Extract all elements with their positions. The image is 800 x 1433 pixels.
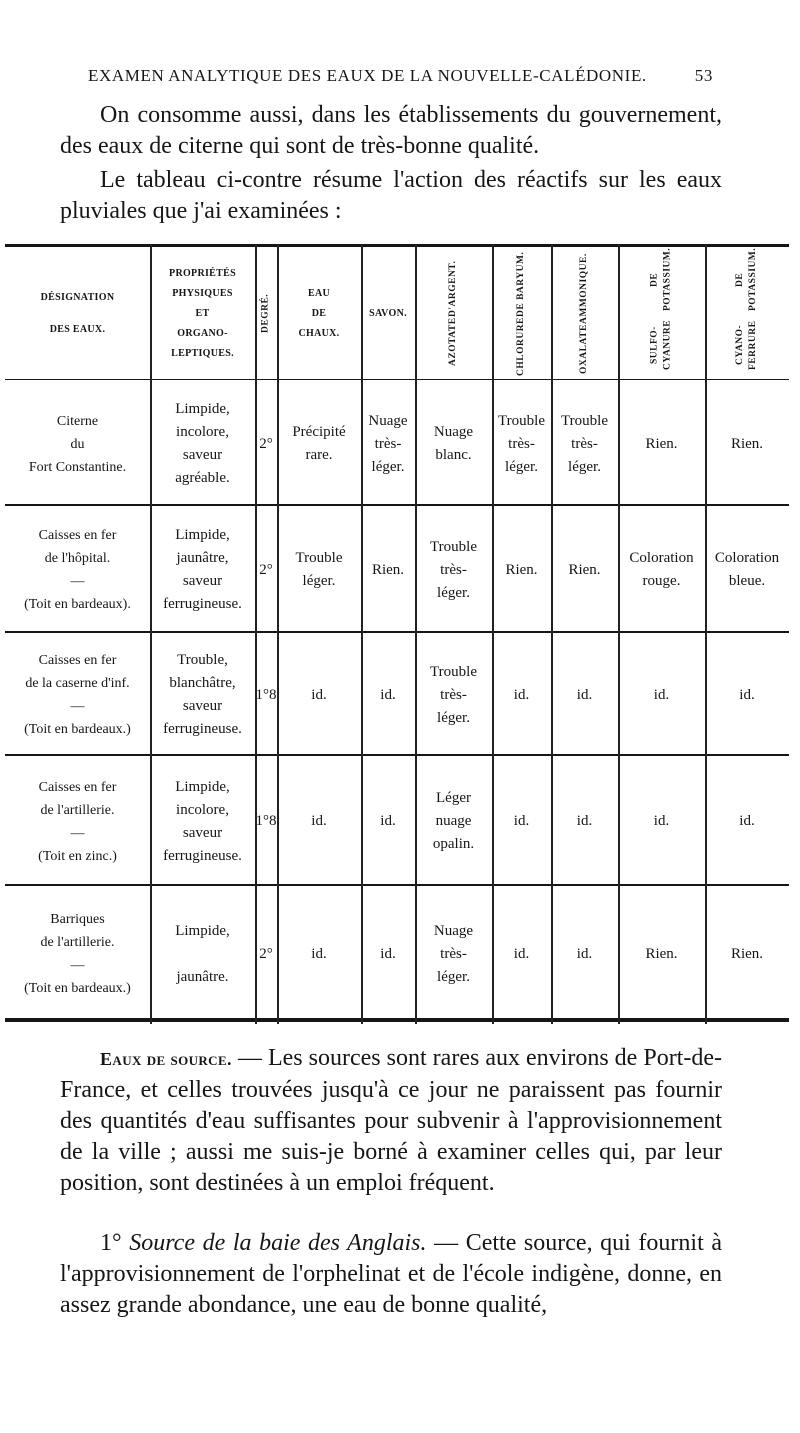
cell-proprietes — [150, 509, 255, 631]
cell-degre-line: 1°8 — [255, 686, 277, 703]
source-baie-text: — Cette source, qui fournit à l'approvisionnement de l'orphelinat et de l'école indigène, donne, en assez grande abondance, une eau de bonne qualité, — [60, 1230, 723, 1318]
table-rule — [5, 884, 789, 886]
cell-chlorure-line: léger. — [505, 458, 538, 475]
header-proprietes-line: ET — [195, 307, 210, 319]
cell-oxalate-line: Trouble — [561, 412, 608, 429]
header-proprietes — [150, 248, 255, 379]
running-header — [88, 66, 713, 86]
cell-cyano-line: bleue. — [728, 573, 766, 589]
cell-cyano — [705, 384, 789, 504]
header-sulfo-line: SULFO-CYANURE — [649, 320, 673, 371]
header-sulfo-line: DE POTASSIUM. — [649, 248, 673, 312]
cell-designation — [5, 759, 150, 884]
table-rule — [5, 504, 789, 506]
page-number: 53 — [694, 66, 713, 85]
cell-degre — [255, 759, 277, 884]
intro-paragraph-1: On consomme aussi, dans les établissements du gouvernement, des eaux de citerne qui sont de très-bonne qualité. — [60, 102, 722, 159]
cell-sulfo-line: id. — [653, 813, 670, 829]
cell-cyano-line: id. — [739, 813, 755, 829]
cell-azotate-line: très- — [440, 561, 467, 578]
cell-degre-line: 2° — [259, 435, 273, 452]
cell-oxalate-line: léger. — [568, 458, 601, 475]
cell-designation-line: — — [70, 958, 85, 973]
cell-sulfo-line: id. — [653, 686, 670, 703]
cell-sulfo — [618, 889, 705, 1019]
cell-chlorure-line: id. — [513, 686, 530, 703]
cell-azotate-line: léger. — [437, 968, 470, 985]
cell-cyano-line: Coloration — [714, 550, 780, 566]
cell-savon — [361, 636, 415, 754]
cell-designation-line: Caisses en fer — [38, 528, 117, 543]
cell-chlorure — [492, 636, 551, 754]
cell-oxalate — [551, 384, 618, 504]
cell-designation-line: — — [70, 825, 85, 841]
cell-designation-line: (Toit en zinc.) — [38, 848, 117, 864]
cell-proprietes-line: Limpide, — [175, 527, 230, 543]
cell-degre — [255, 509, 277, 631]
cell-designation-line: du — [70, 436, 85, 452]
cell-cyano-line: Rien. — [730, 435, 764, 452]
header-chlorure-line: DE BARYUM. — [516, 251, 526, 317]
cell-degre — [255, 384, 277, 504]
cell-oxalate-line: Rien. — [568, 561, 601, 578]
cell-chlorure — [492, 509, 551, 631]
cell-proprietes-line: Limpide, — [175, 778, 230, 795]
cell-azotate-line: léger. — [437, 709, 470, 726]
cell-savon-line: Nuage — [368, 412, 408, 429]
cell-proprietes-line — [201, 943, 205, 966]
cell-cyano — [705, 636, 789, 754]
cell-eau_chaux-line: id. — [311, 945, 327, 962]
header-eau_chaux-line: EAU — [307, 287, 330, 299]
cell-proprietes-line: blanchâtre, — [169, 675, 236, 691]
cell-azotate — [415, 384, 492, 504]
cell-designation — [5, 509, 150, 631]
cell-eau_chaux — [277, 759, 361, 884]
cell-eau_chaux-line: id. — [311, 813, 327, 829]
cell-proprietes — [150, 384, 255, 504]
cell-designation-line: Caisses en fer — [38, 779, 117, 795]
cell-chlorure — [492, 889, 551, 1019]
header-sulfo — [618, 248, 705, 379]
cell-savon — [361, 509, 415, 631]
cell-chlorure-line: très- — [508, 435, 535, 452]
cell-chlorure — [492, 384, 551, 504]
cell-azotate-line: Léger — [436, 790, 471, 806]
intro-paragraph-2: Le tableau ci-contre résume l'action des réactifs sur les eaux pluviales que j'ai examinées : — [60, 167, 722, 224]
cell-sulfo — [618, 509, 705, 631]
cell-designation-line: Barriques — [50, 912, 105, 927]
cell-eau_chaux-line: id. — [311, 686, 327, 703]
cell-oxalate — [551, 509, 618, 631]
cell-oxalate-line: id. — [576, 813, 593, 829]
header-eau_chaux-line: CHAUX. — [298, 327, 340, 339]
cell-azotate — [415, 636, 492, 754]
cell-eau_chaux-line: Précipité — [292, 424, 346, 440]
cell-proprietes-line: ferrugineuse. — [163, 721, 242, 737]
cell-chlorure — [492, 759, 551, 884]
header-azotate-line: AZOTATE — [448, 317, 458, 366]
header-degre-line: DEGRÉ. — [260, 293, 271, 334]
cell-proprietes-line: incolore, — [176, 424, 229, 440]
cell-proprietes-line: incolore, — [176, 801, 229, 818]
table-rule — [5, 631, 789, 633]
cell-chlorure-line: Trouble — [498, 412, 545, 429]
header-proprietes-line: PROPRIÉTÉS — [169, 267, 236, 279]
header-oxalate — [551, 248, 618, 379]
cell-cyano — [705, 889, 789, 1019]
cell-sulfo-line: rouge. — [642, 573, 681, 589]
cell-designation-line: Fort Constantine. — [28, 459, 127, 475]
cell-savon-line: léger. — [371, 458, 405, 475]
cell-chlorure-line: id. — [513, 945, 530, 962]
cell-azotate-line: très- — [440, 686, 467, 703]
cell-azotate — [415, 509, 492, 631]
cell-designation-line: de l'artillerie. — [40, 802, 115, 818]
cell-proprietes-line: Trouble, — [177, 652, 228, 668]
header-eau_chaux-line: DE — [311, 307, 327, 319]
cell-chlorure-line: id. — [513, 813, 530, 829]
cell-oxalate — [551, 636, 618, 754]
header-oxalate-line: AMMONIQUE. — [579, 253, 589, 324]
cell-azotate-line: nuage — [435, 813, 472, 829]
cell-eau_chaux — [277, 384, 361, 504]
header-proprietes-line: PHYSIQUES — [172, 287, 233, 299]
cell-oxalate — [551, 759, 618, 884]
source-paragraph-text: — Les sources sont rares aux environs de Port-de-France, et celles trouvées jusqu'à ce jour ne paraissent pas fournir des quantités d'eau suffisantes pour subvenir à l'approvisionnement de la ville ; aussi me suis-je borné à examiner celles qui, par leur position, sont destinées à un emploi fréquent. — [60, 1045, 722, 1196]
cell-degre-line: 2° — [259, 945, 273, 962]
cell-designation-line: — — [70, 699, 85, 714]
source-heading: Eaux de source. — [100, 1049, 232, 1069]
cell-proprietes-line: ferrugineuse. — [163, 847, 242, 864]
cell-designation-line: de l'artillerie. — [40, 935, 115, 950]
cell-azotate-line: très- — [440, 945, 467, 962]
header-azotate-line: D'ARGENT. — [448, 261, 458, 318]
cell-proprietes-line: Limpide, — [175, 401, 230, 417]
header-designation-line: DÉSIGNATION — [40, 291, 115, 303]
table-rule — [5, 754, 789, 756]
cell-designation — [5, 636, 150, 754]
cell-savon — [361, 384, 415, 504]
cell-savon-line: id. — [380, 686, 396, 703]
cell-savon — [361, 759, 415, 884]
cell-designation-line: — — [70, 574, 85, 589]
cell-proprietes-line: jaunâtre, — [176, 550, 229, 566]
cell-eau_chaux — [277, 509, 361, 631]
cell-proprietes — [150, 889, 255, 1019]
header-cyano-line: DE POTASSIUM. — [735, 248, 758, 312]
header-eau_chaux — [277, 248, 361, 379]
cell-designation-line: de la caserne d'inf. — [25, 676, 130, 691]
cell-proprietes-line: agréable. — [175, 470, 230, 486]
header-cyano — [705, 248, 789, 379]
cell-eau_chaux-line: rare. — [305, 447, 333, 463]
cell-designation — [5, 384, 150, 504]
cell-eau_chaux-line: léger. — [302, 573, 336, 589]
cell-designation-line: de l'hôpital. — [44, 551, 111, 566]
cell-savon-line: id. — [380, 813, 396, 829]
cell-sulfo-line: Coloration — [629, 550, 694, 566]
cell-proprietes-line: ferrugineuse. — [163, 596, 242, 612]
cell-oxalate — [551, 889, 618, 1019]
cell-degre-line: 1°8 — [255, 813, 277, 829]
header-savon — [361, 248, 415, 379]
cell-proprietes-line: saveur — [182, 698, 223, 714]
cell-oxalate-line: très- — [571, 435, 598, 452]
cell-proprietes-line: Limpide, — [175, 922, 230, 939]
cell-sulfo — [618, 759, 705, 884]
cell-degre — [255, 889, 277, 1019]
table-rule — [5, 379, 789, 380]
cell-cyano — [705, 509, 789, 631]
source-baie-paragraph — [60, 1228, 722, 1321]
cell-sulfo-line: Rien. — [645, 435, 678, 452]
cell-sulfo-line: Rien. — [645, 945, 678, 962]
cell-azotate-line: Trouble — [430, 663, 477, 680]
header-degre — [255, 248, 277, 379]
cell-proprietes — [150, 759, 255, 884]
reagent-table — [5, 236, 789, 1026]
cell-azotate-line: Nuage — [433, 424, 474, 440]
cell-savon-line: Rien. — [371, 561, 405, 578]
cell-eau_chaux — [277, 889, 361, 1019]
header-chlorure-line: CHLORURE — [516, 316, 526, 376]
cell-savon-line: id. — [380, 945, 396, 962]
cell-proprietes-line: jaunâtre. — [176, 968, 229, 985]
cell-azotate-line: Nuage — [433, 922, 474, 939]
cell-proprietes-line: saveur — [182, 824, 223, 841]
cell-azotate-line: Trouble — [430, 538, 477, 555]
cell-degre — [255, 636, 277, 754]
header-chlorure — [492, 248, 551, 379]
header-savon-line: SAVON. — [369, 307, 407, 319]
source-title: Source de la baie des Anglais. — [129, 1230, 427, 1256]
source-number: 1° — [100, 1230, 122, 1256]
header-azotate — [415, 248, 492, 379]
cell-chlorure-line: Rien. — [505, 561, 538, 578]
cell-sulfo — [618, 636, 705, 754]
cell-designation-line: Caisses en fer — [38, 653, 117, 668]
cell-azotate — [415, 759, 492, 884]
header-oxalate-line: OXALATE — [579, 323, 589, 374]
header-designation-line: DES EAUX. — [49, 323, 106, 335]
header-designation — [5, 248, 150, 379]
cell-designation-line: Citerne — [56, 413, 99, 429]
cell-savon-line: très- — [374, 435, 402, 452]
running-title: EXAMEN ANALYTIQUE DES EAUX DE LA NOUVELLE-CALÉDONIE. — [88, 66, 647, 85]
cell-designation-line: (Toit en bardeaux). — [24, 597, 131, 612]
cell-cyano — [705, 759, 789, 884]
cell-designation-line: (Toit en bardeaux.) — [24, 722, 131, 737]
cell-designation — [5, 889, 150, 1019]
cell-proprietes — [150, 636, 255, 754]
table-rule — [5, 244, 789, 247]
header-proprietes-line: LEPTIQUES. — [171, 347, 234, 359]
cell-sulfo — [618, 384, 705, 504]
cell-proprietes-line: saveur — [182, 447, 223, 463]
cell-azotate-line: opalin. — [432, 836, 475, 852]
cell-degre-line: 2° — [259, 561, 273, 578]
cell-azotate-line: blanc. — [435, 447, 472, 463]
cell-cyano-line: Rien. — [730, 945, 764, 962]
cell-eau_chaux — [277, 636, 361, 754]
cell-eau_chaux-line: Trouble — [295, 550, 343, 566]
cell-proprietes-line: saveur — [182, 573, 223, 589]
cell-savon — [361, 889, 415, 1019]
source-paragraph — [60, 1043, 722, 1199]
cell-oxalate-line: id. — [576, 945, 593, 962]
header-cyano-line: CYANO-FERRURE — [735, 320, 758, 370]
cell-azotate-line: léger. — [437, 584, 470, 601]
header-proprietes-line: ORGANO- — [177, 327, 228, 339]
cell-oxalate-line: id. — [576, 686, 593, 703]
cell-cyano-line: id. — [739, 686, 755, 703]
cell-designation-line: (Toit en bardeaux.) — [24, 981, 131, 996]
cell-azotate — [415, 889, 492, 1019]
